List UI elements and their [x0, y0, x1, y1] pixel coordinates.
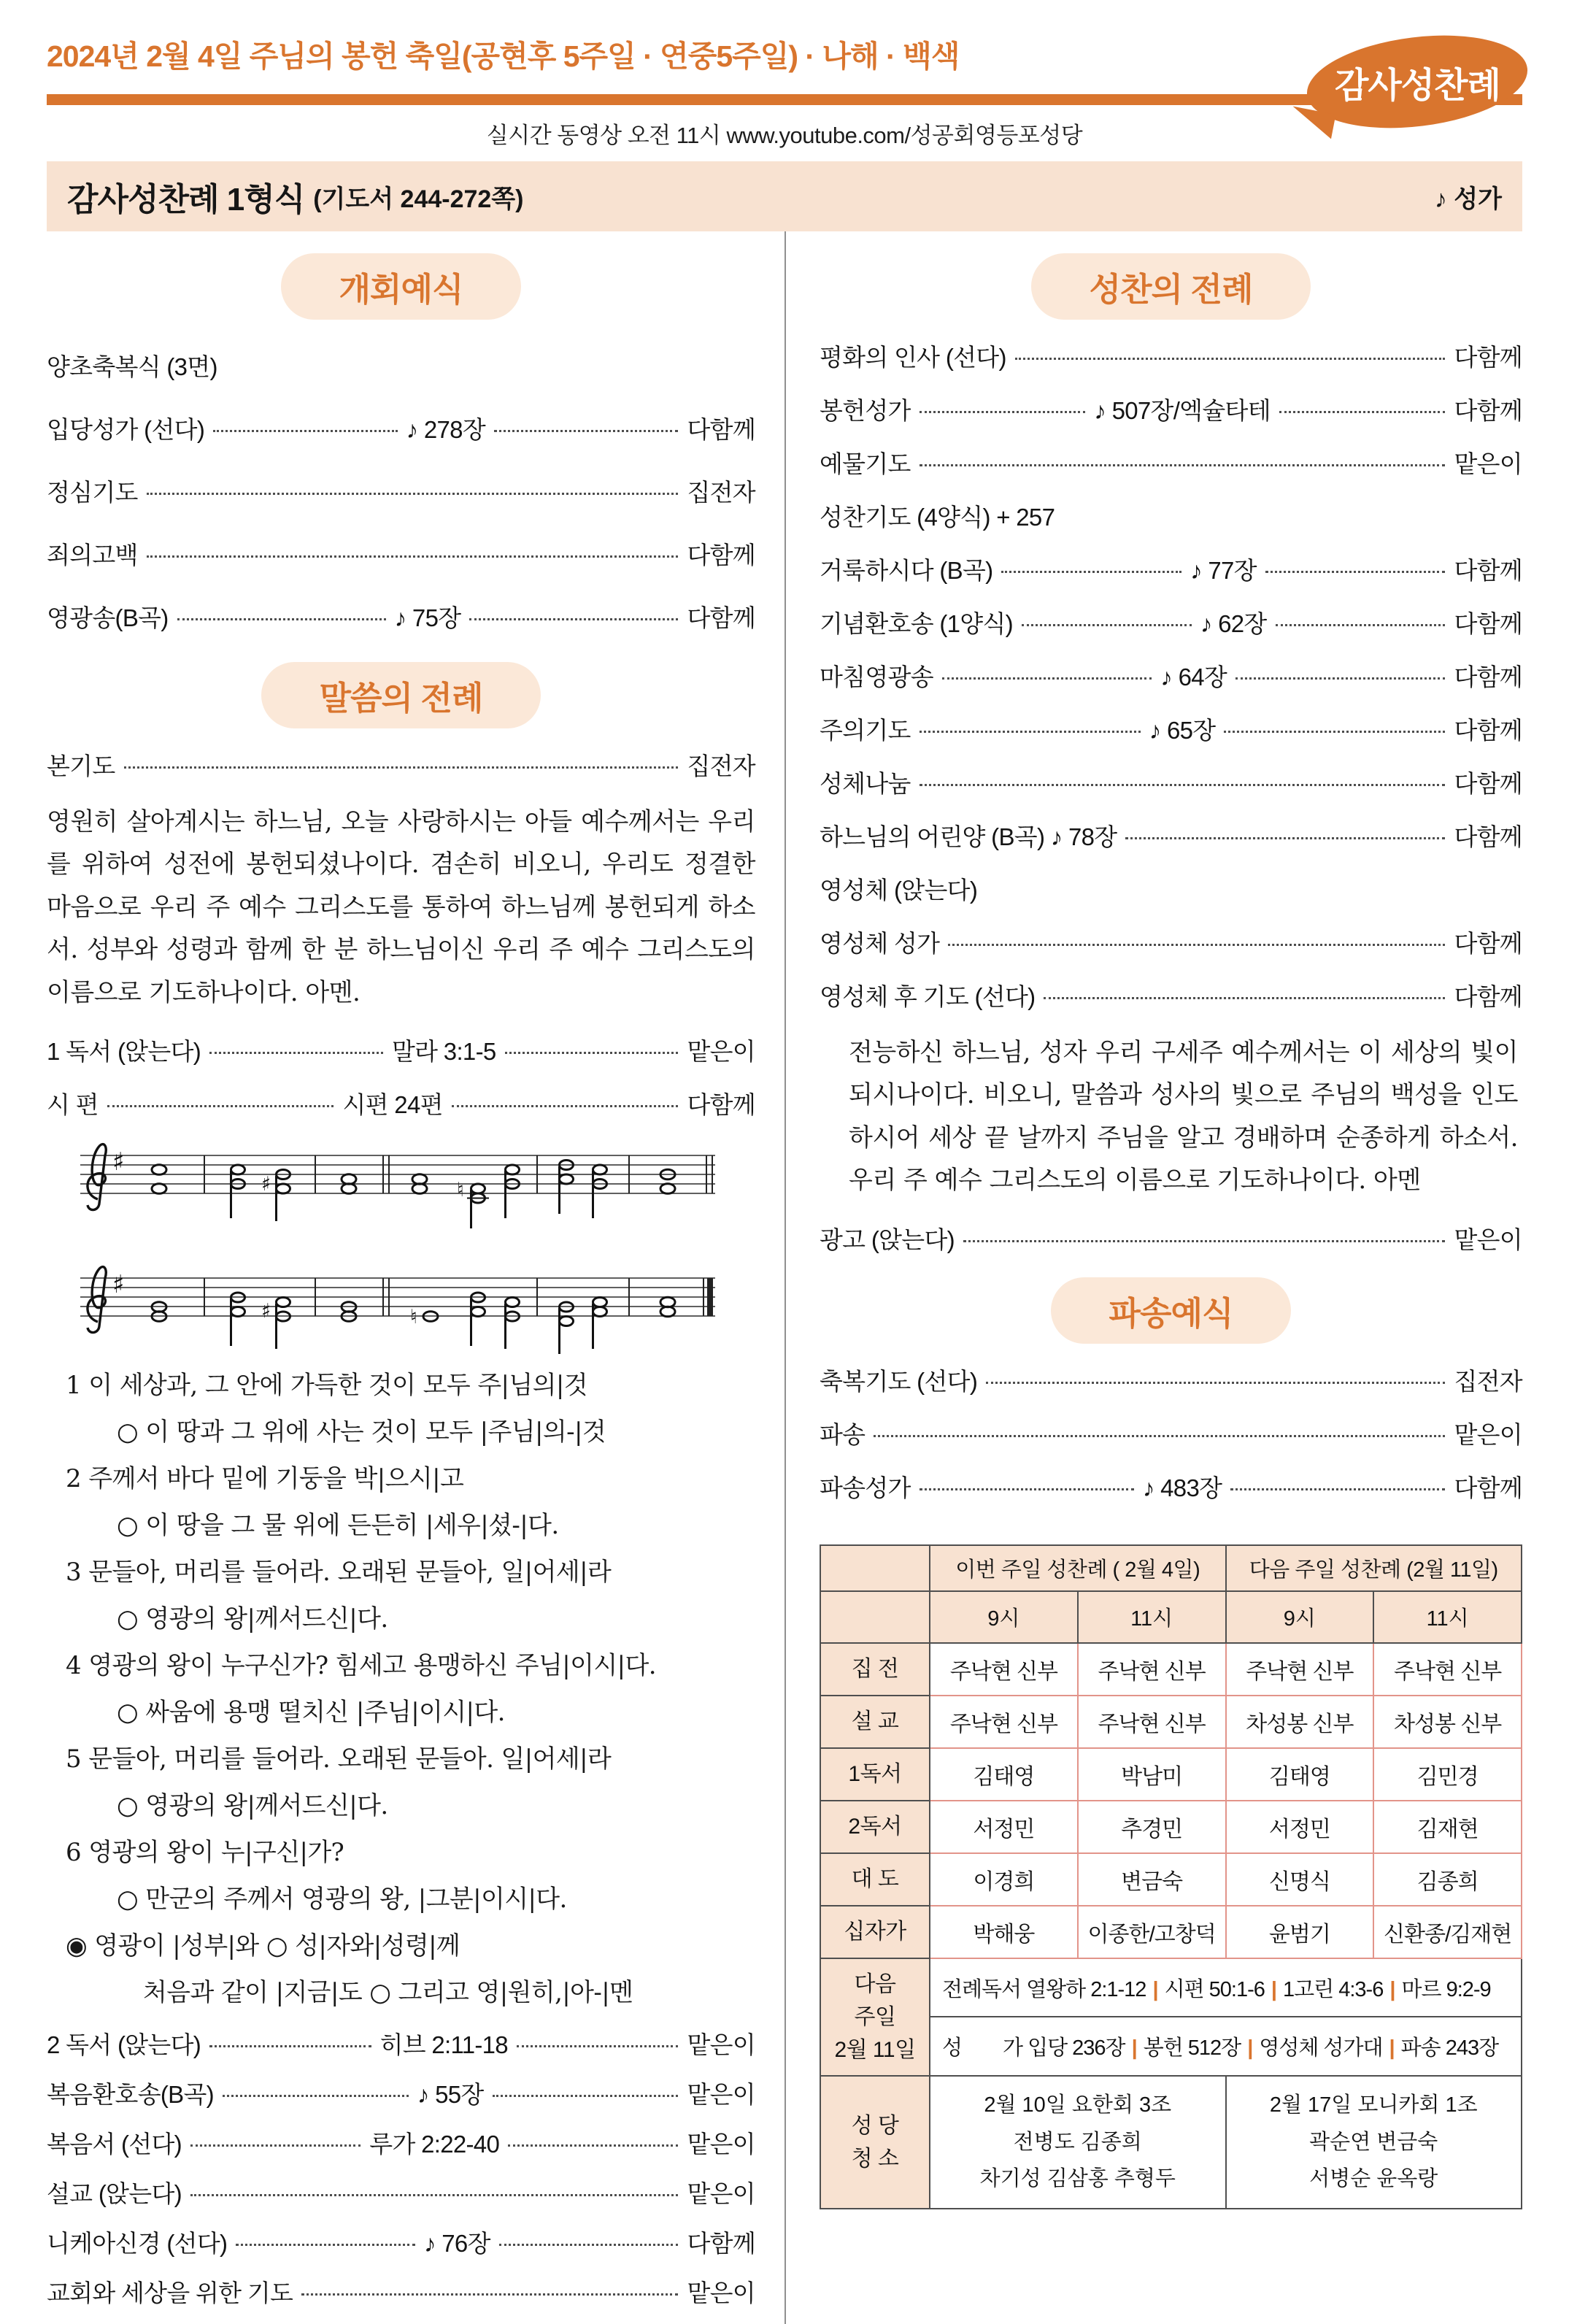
liturgy-item-label: 정심기도: [47, 479, 138, 506]
liturgy-item-role: 다함께: [1454, 397, 1523, 424]
dotted-leader: [920, 731, 1141, 733]
liturgy-item-label: 설교 (앉는다): [47, 2180, 182, 2208]
liturgy-item-hymn: ♪ 55장: [417, 2081, 484, 2109]
liturgy-row: [820, 605, 1522, 639]
svg-text:♯: ♯: [112, 1147, 125, 1177]
liturgy-row: [820, 1469, 1522, 1504]
liturgy-item-label: 영광송(B곡): [47, 604, 169, 631]
liturgy-item-label: 기념환호송 (1양식): [820, 610, 1013, 637]
liturgy-item-role: 맡은이: [1454, 1226, 1522, 1253]
section-liturgy-of-word: 말씀의 전례: [261, 662, 541, 728]
section-dismissal-rite: 파송예식: [1051, 1277, 1292, 1344]
roster-name-cell: 신환종/김재현: [1373, 1906, 1522, 1958]
liturgy-item-role: 다함께: [687, 604, 756, 631]
dotted-leader: [1276, 624, 1446, 626]
psalm-line: 3 문들아, 머리를 들어라. 오래된 문들아, 일|어세|라: [66, 1558, 612, 1588]
dotted-leader: [107, 1105, 334, 1107]
word-items-top: [47, 747, 755, 782]
liturgy-item-role: 다함께: [1454, 610, 1523, 637]
dotted-leader: [469, 618, 678, 620]
hymn-note: ♪ 성가: [1434, 185, 1502, 213]
liturgy-item-role: 다함께: [1454, 823, 1522, 850]
liturgy-row: [47, 2274, 755, 2309]
orange-separator: |: [1131, 2036, 1137, 2061]
svg-text:♮: ♮: [457, 1179, 464, 1202]
psalm-chant-notation: [51, 1139, 755, 1362]
liturgy-item-label: 평화의 인사 (선다): [820, 344, 1006, 371]
roster-name-cell: 주낙현 신부: [1373, 1643, 1522, 1696]
liturgy-item-label: 영성체 후 기도 (선다): [820, 983, 1036, 1010]
liturgy-item-label: 복음서 (선다): [47, 2131, 182, 2158]
liturgy-item-hymn: ♪ 507장/엑슐타테: [1094, 397, 1271, 424]
dotted-leader: [1015, 358, 1446, 360]
dotted-leader: [1044, 997, 1445, 999]
liturgy-item-role: 맡은이: [687, 2131, 755, 2158]
liturgy-item-hymn: ♪ 76장: [424, 2230, 490, 2258]
announcement-items: [820, 1221, 1522, 1255]
eucharist-items: [820, 339, 1522, 1012]
roster-name-cell: 서정민: [930, 1801, 1078, 1853]
psalm-line: ◉ 영광이 |성부|와 ○ 성|자와|성령|께: [66, 1931, 460, 1961]
dotted-leader: [494, 430, 678, 432]
next-week-readings: 전례독서 열왕하 2:1-12 | 시편 50:1-6 | 1고린 4:3-6 | 마르 9:2-9: [930, 1958, 1522, 2017]
liturgy-item-label: 성찬기도 (4양식) + 257: [820, 504, 1055, 531]
liturgy-item-role: 집전자: [1454, 1367, 1522, 1395]
dotted-leader: [213, 430, 397, 432]
dotted-leader: [209, 1052, 383, 1054]
liturgy-item-label: 성체나눔: [820, 770, 911, 797]
psalm-line: 1 이 세상과, 그 안에 가득한 것이 모두 주|님의|것: [66, 1371, 588, 1401]
postcommunion-prayer: 전능하신 하느님, 성자 우리 구세주 예수께서는 이 세상의 빛이 되시나이다. 비오니, 말씀과 성사의 빛으로 주님의 백성을 인도하시어 세상 끝 날까지 주님을 알고 경배하며 순종하게 하소서. 우리 주 예수 그리스도의 이름으로 기도하나이다. 아멘: [849, 1038, 1518, 1196]
cleaning-team-this-week: 2월 10일 요한회 3조 전병도 김종희 차기성 김삼홍 추형두: [930, 2076, 1226, 2209]
live-stream-note: 실시간 동영상 오전 11시 www.youtube.com/성공회영등포성당: [486, 123, 1083, 148]
liturgy-item-role: 다함께: [687, 1091, 755, 1119]
liturgy-item-role: 다함께: [1454, 663, 1523, 690]
roster-name-cell: 이종한/고창덕: [1078, 1906, 1226, 1958]
dotted-leader: [124, 766, 679, 769]
roster-time-header: 9시: [930, 1591, 1078, 1643]
liturgy-row: [820, 552, 1522, 586]
page-title: 2024년 2월 4일 주님의 봉헌 축일(공현후 5주일 · 연중5주일) · 나해 · 백색: [47, 39, 960, 73]
psalm-line: 처음과 같이 |지금|도 ○ 그리고 영|원히,|아-|멘: [143, 1978, 633, 2008]
liturgy-item-hymn: 시편 24편: [342, 1091, 443, 1119]
liturgy-item-role: 맡은이: [1454, 450, 1522, 477]
liturgy-item-hymn: ♪ 75장: [394, 604, 461, 631]
dotted-leader: [920, 784, 1446, 786]
liturgy-item-role: 다함께: [1454, 770, 1522, 797]
psalm-line: ○ 이 땅을 그 물 위에 든든히 |세우|셨-|다.: [117, 1511, 559, 1541]
liturgy-item-role: 다함께: [1454, 930, 1522, 957]
liturgy-item-label: 교회와 세상을 위한 기도: [47, 2279, 293, 2307]
bulletin-columns: [47, 231, 1522, 2324]
liturgy-item-hymn: 히브 2:11-18: [379, 2031, 508, 2059]
roster-role-label: 설 교: [820, 1696, 930, 1748]
svg-text:♯: ♯: [112, 1270, 125, 1300]
liturgy-row: [820, 978, 1522, 1012]
liturgy-item-role: 맡은이: [687, 2031, 756, 2059]
roster-name-cell: 윤범기: [1226, 1906, 1374, 1958]
roster-name-cell: 차성봉 신부: [1373, 1696, 1522, 1748]
roster-name-cell: 박남미: [1078, 1748, 1226, 1801]
section-opening-rite: 개회예식: [281, 253, 522, 320]
roster-role-label: 집 전: [820, 1643, 930, 1696]
roster-name-cell: 주낙현 신부: [1226, 1643, 1374, 1696]
liturgy-item-label: 영성체 성가: [820, 930, 940, 957]
liturgy-item-label: 하느님의 어린양 (B곡) ♪ 78장: [820, 823, 1117, 850]
dotted-leader: [1224, 731, 1445, 733]
dotted-leader: [147, 555, 679, 558]
roster-name-cell: 김재현: [1373, 1801, 1522, 1853]
liturgy-row: [47, 2076, 755, 2110]
dotted-leader: [942, 677, 1152, 680]
liturgy-item-label: 파송: [820, 1420, 866, 1448]
liturgy-row: [820, 658, 1522, 693]
roster-time-header: 11시: [1373, 1591, 1522, 1643]
liturgy-item-label: 마침영광송: [820, 663, 933, 690]
liturgy-item-role: 맡은이: [687, 2081, 755, 2109]
service-title-bar: [47, 161, 1522, 231]
cleaning-team-next-week: 2월 17일 모니카회 1조 곽순연 변금숙 서병순 윤옥랑: [1226, 2076, 1522, 2209]
liturgy-row: [47, 599, 755, 634]
roster-name-cell: 주낙현 신부: [1078, 1643, 1226, 1696]
liturgy-item-label: 영성체 (앉는다): [820, 877, 978, 904]
right-column: [784, 231, 1522, 2324]
roster-name-cell: 박해웅: [930, 1906, 1078, 1958]
dotted-leader: [209, 2045, 371, 2047]
liturgy-item-label: 주의기도: [820, 717, 911, 744]
dotted-leader: [1001, 571, 1181, 573]
liturgy-row: [820, 818, 1522, 853]
psalm-text: [47, 1372, 755, 2006]
svg-text:♯: ♯: [261, 1300, 271, 1323]
liturgy-item-label: 니케아신경 (선다): [47, 2230, 228, 2258]
liturgy-row: [47, 411, 755, 445]
roster-name-cell: 신명식: [1226, 1853, 1374, 1906]
liturgy-item-role: 집전자: [687, 753, 755, 780]
roster-time-header: 9시: [1226, 1591, 1374, 1643]
liturgy-item-label: 축복기도 (선다): [820, 1367, 978, 1395]
roster-name-cell: 김민경: [1373, 1748, 1522, 1801]
service-title: 감사성찬례 1형식: [67, 182, 305, 218]
liturgy-item-role: 맡은이: [1454, 1420, 1522, 1448]
dotted-leader: [1235, 677, 1445, 680]
roster-week-header: 이번 주일 성찬례 ( 2월 4일): [930, 1545, 1226, 1591]
psalm-line: 4 영광의 왕이 누구신가? 힘세고 용맹하신 주님|이시|다.: [66, 1651, 656, 1681]
liturgy-item-hymn: ♪ 77장: [1190, 557, 1257, 584]
orange-separator: |: [1389, 2036, 1395, 2061]
section-liturgy-of-eucharist: 성찬의 전례: [1031, 253, 1311, 320]
liturgy-item-label: 예물기도: [820, 450, 911, 477]
liturgy-item-label: 입당성가 (선다): [47, 416, 205, 443]
dotted-leader: [920, 464, 1446, 466]
liturgy-item-role: 집전자: [687, 479, 755, 506]
liturgy-item-label: 파송성가: [820, 1474, 911, 1501]
liturgy-item-hymn: ♪ 62장: [1200, 610, 1267, 637]
dotted-leader: [301, 2293, 678, 2296]
liturgy-row: [47, 536, 755, 571]
roster-role-label: 대 도: [820, 1853, 930, 1906]
collect-prayer: 영원히 살아계시는 하느님, 오늘 사랑하시는 아들 예수께서는 우리를 위하여 성전에 봉헌되셨나이다. 겸손히 비오니, 우리도 정결한 마음으로 우리 주 예수 그리스도를 통하여 하느님께 봉헌되게 하소서. 성부와 성령과 함께 한 분 하느님이신 우리 주 예수 그리스도의 이름으로 기도하나이다. 아멘.: [47, 807, 755, 1007]
dotted-leader: [147, 493, 679, 495]
dotted-leader: [493, 2095, 679, 2097]
liturgy-item-label: 봉헌성가: [820, 397, 911, 424]
liturgy-item-label: 광고 (앉는다): [820, 1226, 955, 1253]
liturgy-row: [47, 2026, 755, 2061]
roster-role-label: 십자가: [820, 1906, 930, 1958]
left-column: [47, 231, 784, 2324]
dotted-leader: [190, 2194, 679, 2196]
liturgy-row: [820, 499, 1522, 533]
liturgy-row: [820, 392, 1522, 426]
roster-corner-cell: [820, 1591, 930, 1643]
dismissal-items: [820, 1363, 1522, 1504]
roster-name-cell: 주낙현 신부: [1078, 1696, 1226, 1748]
liturgy-item-hymn: 루가 2:22-40: [369, 2131, 500, 2158]
liturgy-row: [47, 1033, 755, 1067]
dotted-leader: [517, 2045, 679, 2047]
dotted-leader: [948, 944, 1445, 946]
liturgy-row: [820, 1363, 1522, 1397]
liturgy-item-label: 본기도: [47, 753, 115, 780]
dotted-leader: [505, 1052, 679, 1054]
liturgy-item-label: 거룩하시다 (B곡): [820, 557, 993, 584]
dotted-leader: [1125, 837, 1445, 839]
liturgy-row: [820, 339, 1522, 373]
dotted-leader: [499, 2244, 679, 2246]
psalm-line: 5 문들아, 머리를 들어라. 오래된 문들아. 일|어세|라: [66, 1744, 612, 1774]
header-rule: [47, 66, 1522, 105]
next-week-hymns: 성 가 입당 236장 | 봉헌 512장 | 영성체 성가대 | 파송 243장: [930, 2017, 1522, 2076]
roster-corner-cell: [820, 1545, 930, 1591]
opening-items: [47, 348, 755, 634]
liturgy-item-label: 시 편: [47, 1091, 99, 1119]
liturgy-row: [820, 1416, 1522, 1450]
liturgy-item-hymn: ♪ 278장: [406, 416, 485, 443]
liturgy-item-role: 다함께: [687, 2230, 756, 2258]
liturgy-item-role: 다함께: [1454, 983, 1522, 1010]
liturgy-item-role: 맡은이: [687, 2279, 755, 2307]
liturgy-row: [47, 2125, 755, 2160]
roster-name-cell: 변금숙: [1078, 1853, 1226, 1906]
server-roster-table: [820, 1544, 1522, 2209]
liturgy-item-role: 다함께: [1454, 557, 1522, 584]
liturgy-row: [820, 712, 1522, 746]
dotted-leader: [1022, 624, 1192, 626]
liturgy-row: [47, 2175, 755, 2209]
psalm-line: ○ 만군의 주께서 영광의 왕, |그분|이시|다.: [117, 1885, 567, 1915]
liturgy-item-role: 맡은이: [687, 1038, 755, 1066]
liturgy-row: [47, 1086, 755, 1120]
word-items-bottom: [47, 2026, 755, 2309]
psalm-line: 2 주께서 바다 밑에 기둥을 박|으시|고: [66, 1464, 464, 1494]
roster-name-cell: 추경민: [1078, 1801, 1226, 1853]
psalm-line: 6 영광의 왕이 누|구신|가?: [66, 1838, 344, 1868]
roster-name-cell: 서정민: [1226, 1801, 1374, 1853]
liturgy-item-role: 다함께: [1454, 1474, 1523, 1501]
svg-text:♮: ♮: [410, 1306, 417, 1329]
next-week-label: 다음 주일 2월 11일: [820, 1958, 930, 2076]
roster-name-cell: 김태영: [1226, 1748, 1374, 1801]
dotted-leader: [920, 411, 1086, 413]
liturgy-item-label: 복음환호송(B곡): [47, 2081, 214, 2109]
psalm-line: ○ 영광의 왕|께서드신|다.: [117, 1604, 388, 1634]
liturgy-item-label: 2 독서 (앉는다): [47, 2031, 201, 2059]
liturgy-item-role: 다함께: [687, 542, 755, 569]
roster-name-cell: 주낙현 신부: [930, 1696, 1078, 1748]
dotted-leader: [508, 2144, 678, 2147]
dotted-leader: [236, 2244, 415, 2246]
liturgy-row: [820, 1221, 1522, 1255]
liturgy-row: [820, 925, 1522, 959]
dotted-leader: [1279, 411, 1446, 413]
roster-name-cell: 김태영: [930, 1748, 1078, 1801]
liturgy-item-hymn: ♪ 65장: [1149, 717, 1216, 744]
liturgy-row: [47, 348, 755, 382]
liturgy-row: [820, 445, 1522, 480]
liturgy-item-hymn: ♪ 64장: [1160, 663, 1227, 690]
roster-name-cell: 김종희: [1373, 1853, 1522, 1906]
liturgy-item-role: 다함께: [1454, 717, 1522, 744]
liturgy-item-label: 죄의고백: [47, 542, 138, 569]
roster-name-cell: 차성봉 신부: [1226, 1696, 1374, 1748]
liturgy-item-role: 다함께: [1454, 344, 1522, 371]
dotted-leader: [190, 2144, 361, 2147]
dotted-leader: [920, 1488, 1134, 1490]
roster-week-header: 다음 주일 성찬례 (2월 11일): [1226, 1545, 1522, 1591]
orange-separator: |: [1247, 2036, 1253, 2061]
liturgy-item-label: 양초축복식 (3면): [47, 353, 217, 380]
orange-separator: |: [1271, 1977, 1277, 2001]
dotted-leader: [874, 1435, 1445, 1437]
liturgy-item-label: 1 독서 (앉는다): [47, 1038, 201, 1066]
liturgy-row: [820, 872, 1522, 906]
dotted-leader: [223, 2095, 409, 2097]
psalm-line: ○ 영광의 왕|께서드신|다.: [117, 1791, 388, 1821]
psalm-line: ○ 싸움에 용맹 떨치신 |주님|이시|다.: [117, 1698, 505, 1728]
liturgy-row: [47, 2225, 755, 2259]
svg-text:♯: ♯: [261, 1173, 271, 1196]
psalm-line: ○ 이 땅과 그 위에 사는 것이 모두 |주님|의-|것: [117, 1417, 606, 1447]
liturgy-row: [47, 474, 755, 508]
roster-time-header: 11시: [1078, 1591, 1226, 1643]
liturgy-item-role: 다함께: [687, 416, 756, 443]
liturgy-row: [820, 765, 1522, 799]
dotted-leader: [963, 1240, 1446, 1242]
liturgy-item-role: 맡은이: [687, 2180, 755, 2208]
liturgy-row: [47, 747, 755, 782]
roster-role-label: 1독서: [820, 1748, 930, 1801]
dotted-leader: [986, 1382, 1445, 1384]
word-reading-items: [47, 1033, 755, 1120]
cleaning-label: 성 당 청 소: [820, 2076, 930, 2209]
roster-name-cell: 이경희: [930, 1853, 1078, 1906]
service-badge-label: 감사성찬례: [1334, 66, 1500, 105]
orange-separator: |: [1152, 1977, 1158, 2001]
dotted-leader: [177, 618, 386, 620]
roster-role-label: 2독서: [820, 1801, 930, 1853]
dotted-leader: [1265, 571, 1446, 573]
liturgy-item-hymn: 말라 3:1-5: [391, 1038, 496, 1066]
prayer-book-pages: (기도서 244-272쪽): [313, 185, 524, 213]
dotted-leader: [452, 1105, 679, 1107]
dotted-leader: [1230, 1488, 1445, 1490]
orange-separator: |: [1389, 1977, 1395, 2001]
liturgy-item-hymn: ♪ 483장: [1142, 1474, 1222, 1501]
roster-name-cell: 주낙현 신부: [930, 1643, 1078, 1696]
